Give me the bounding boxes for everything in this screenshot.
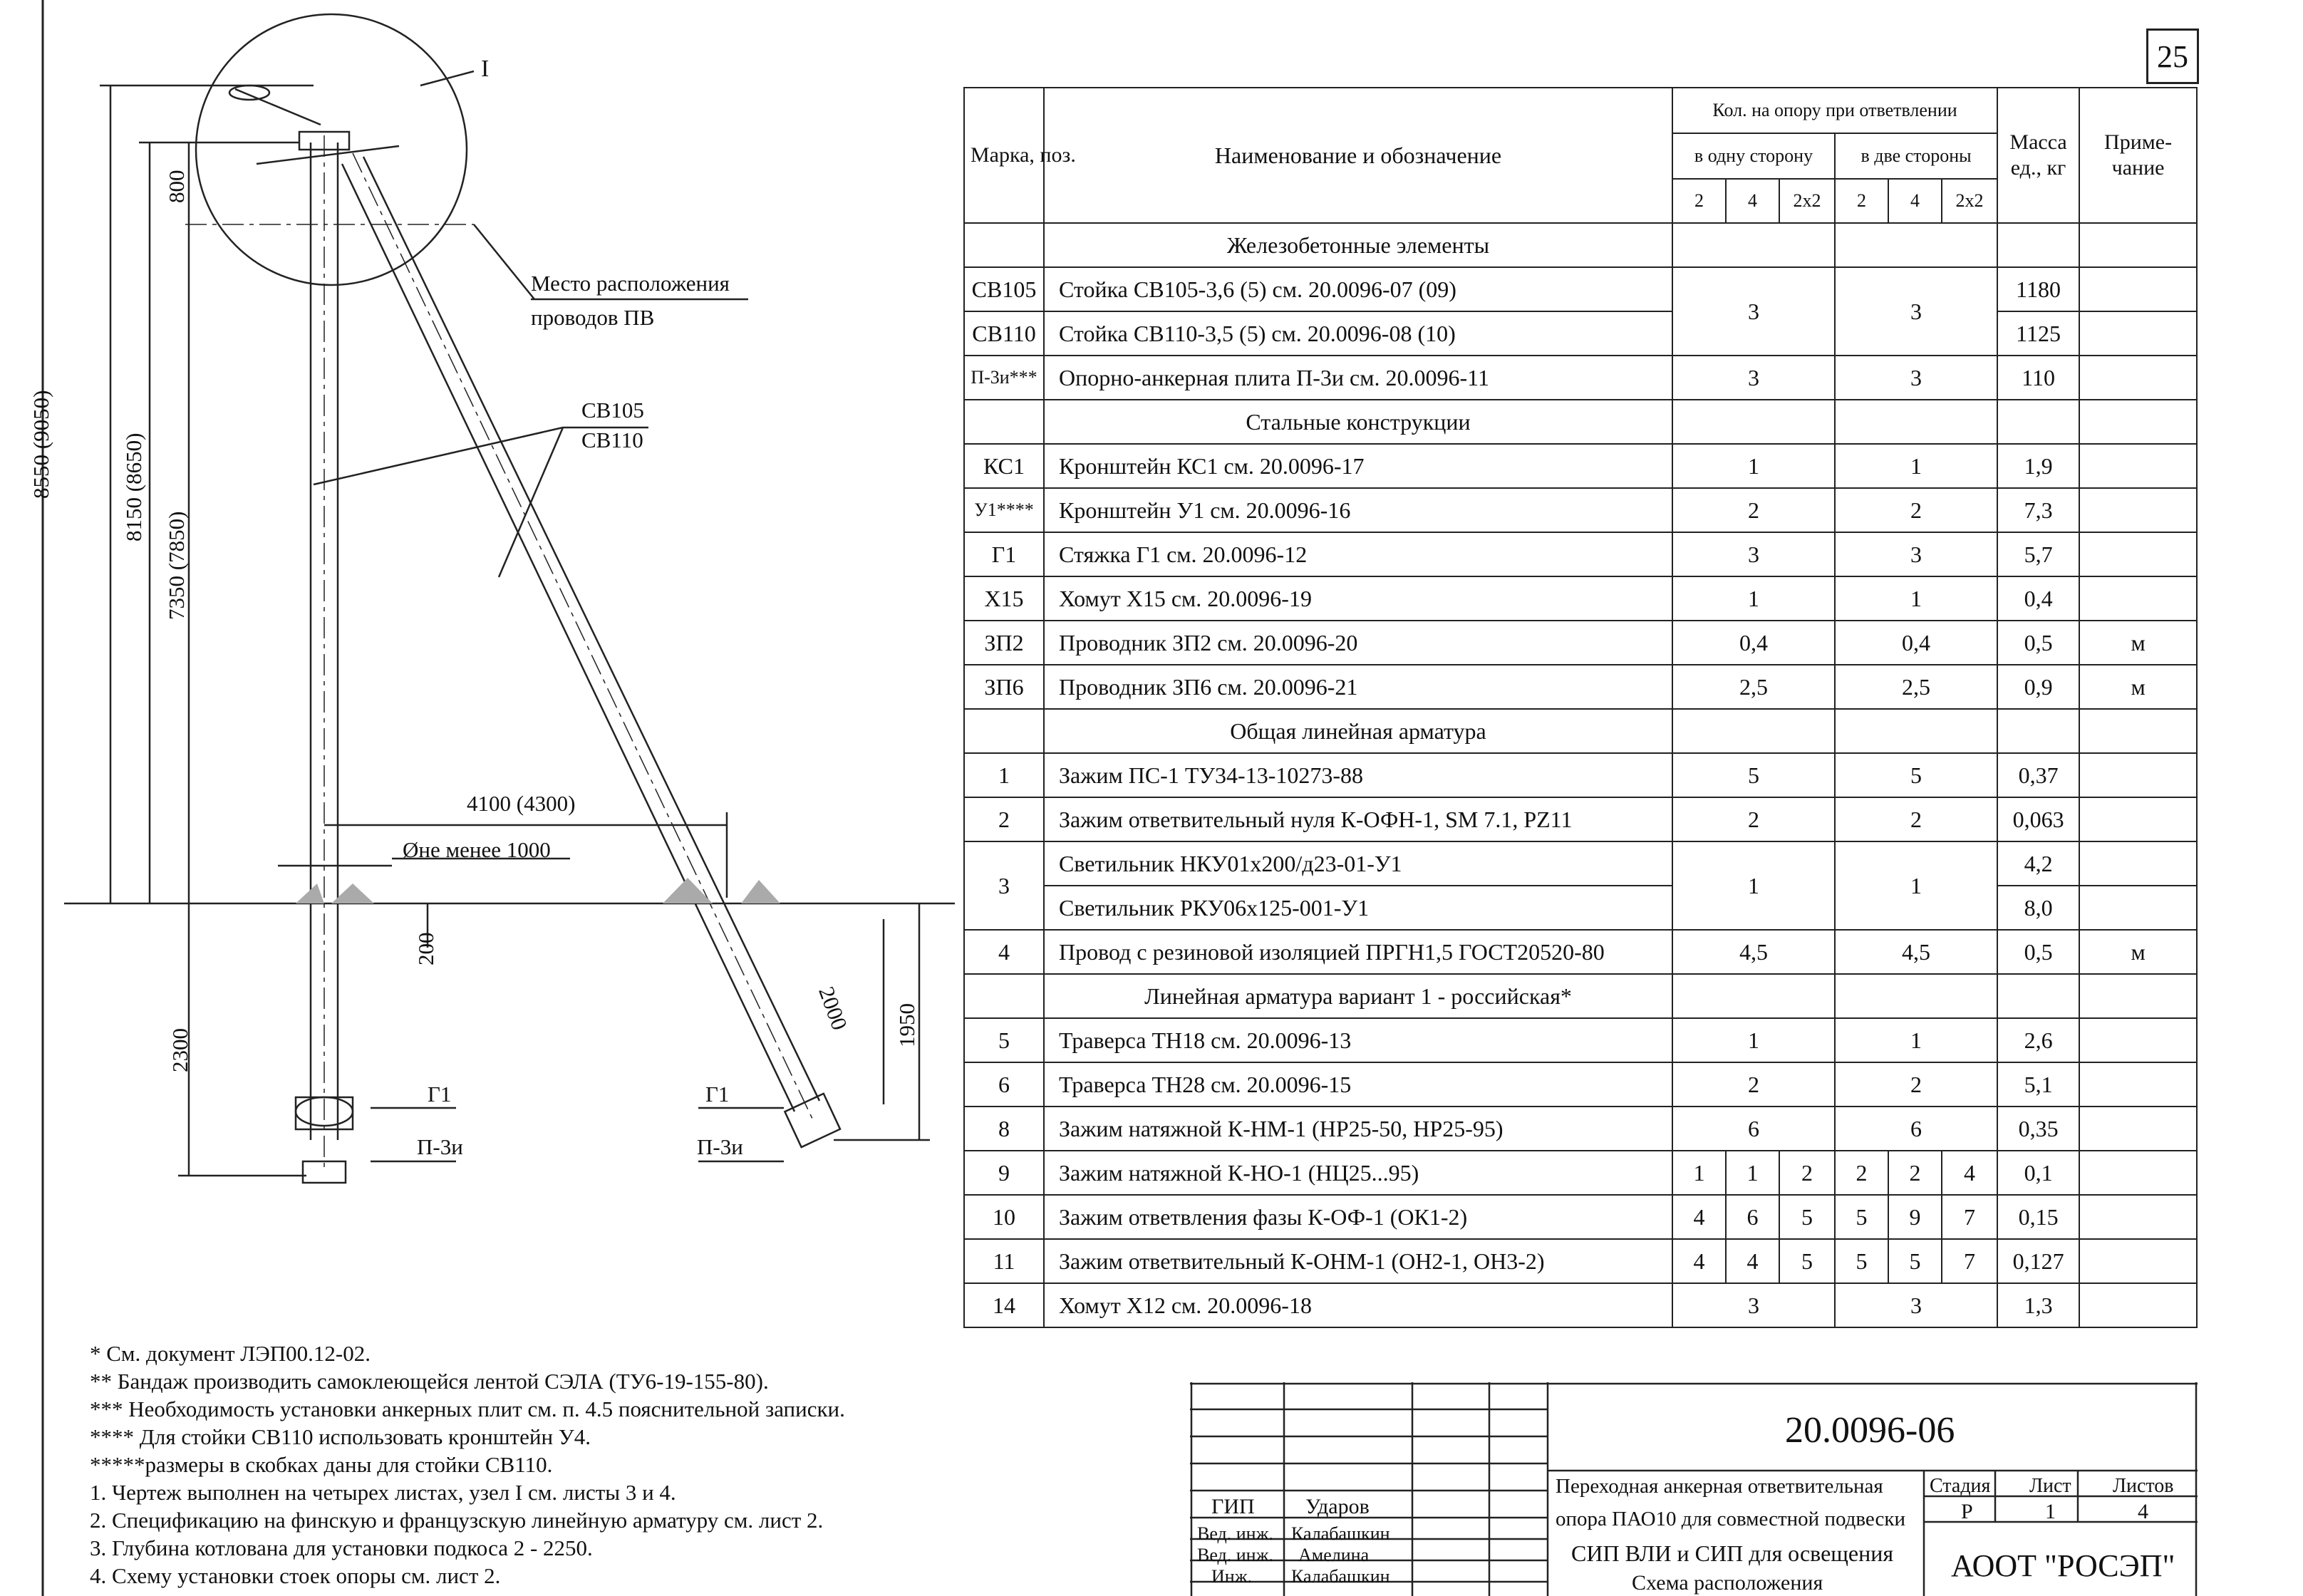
cell-mass: 1,3 <box>1997 1283 2079 1327</box>
cell-mark: 10 <box>964 1195 1044 1239</box>
cell-note <box>2079 1195 2197 1239</box>
name-udarov: Ударов <box>1305 1495 1370 1518</box>
section-row <box>964 709 2197 753</box>
cell-mass: 0,063 <box>1997 797 2079 841</box>
strut-base-block <box>785 1094 840 1147</box>
dim-1950-label: 1950 <box>894 1003 919 1047</box>
cell-mass: 1125 <box>1997 311 2079 356</box>
cell-qty-one: 1 <box>1672 444 1835 488</box>
table-row <box>964 444 2197 488</box>
cell-note: м <box>2079 665 2197 709</box>
cell-mass: 0,1 <box>1997 1151 2079 1195</box>
cell-name: Зажим натяжной К-НО-1 (НЦ25...95) <box>1044 1151 1672 1195</box>
cell-note <box>2079 1062 2197 1107</box>
table-row <box>964 1107 2197 1151</box>
pole-drawing <box>0 0 955 1240</box>
cell-mark: 14 <box>964 1283 1044 1327</box>
cell-mass: 2,6 <box>1997 1018 2079 1062</box>
cell-qty-one: 4,5 <box>1672 930 1835 974</box>
cell-note <box>2079 1239 2197 1283</box>
cell-qty: 2 <box>1835 1151 1888 1195</box>
cell-mark: КС1 <box>964 444 1044 488</box>
cell-name: Провод с резиновой изоляцией ПРГН1,5 ГОСТ20520-80 <box>1044 930 1672 974</box>
cell-qty: 4 <box>1726 1239 1779 1283</box>
table-row <box>964 356 2197 400</box>
table-row <box>964 1018 2197 1062</box>
table-row <box>964 1151 2197 1195</box>
cell-qty: 5 <box>1888 1239 1942 1283</box>
cell-qty-two: 5 <box>1835 753 1997 797</box>
cell-mark: 8 <box>964 1107 1044 1151</box>
cell-mark: 11 <box>964 1239 1044 1283</box>
cell-name: Стяжка Г1 см. 20.0096-12 <box>1044 532 1672 576</box>
table-row <box>964 665 2197 709</box>
sub-col: 2 <box>1835 179 1888 223</box>
cell-mass: 8,0 <box>1997 886 2079 930</box>
cell-note <box>2079 841 2197 886</box>
cell-mark: Х15 <box>964 576 1044 621</box>
cell-mark: 3 <box>964 841 1044 930</box>
cell-qty-one: 3 <box>1672 532 1835 576</box>
cell-qty-two: 3 <box>1835 1283 1997 1327</box>
cell-name: Проводник ЗП2 см. 20.0096-20 <box>1044 621 1672 665</box>
cell-qty-two: 2,5 <box>1835 665 1997 709</box>
section-title: Стальные конструкции <box>1044 400 1672 444</box>
dim-8550-label: 8550 (9050) <box>29 390 53 499</box>
table-row <box>964 841 2197 886</box>
note-line: *****размеры в скобках даны для стойки СВ110. <box>90 1452 553 1477</box>
cell-qty-two: 1 <box>1835 444 1997 488</box>
sv105-label: СВ105 <box>581 398 644 423</box>
cell-qty-one: 3 <box>1672 356 1835 400</box>
cell-mass: 1180 <box>1997 267 2079 311</box>
table-row <box>964 1062 2197 1107</box>
dim-8150-label: 8150 (8650) <box>121 432 146 542</box>
cell-mass: 5,7 <box>1997 532 2079 576</box>
table-row <box>964 1283 2197 1327</box>
cell-mass: 1,9 <box>1997 444 2079 488</box>
cell-mark: 5 <box>964 1018 1044 1062</box>
cell-name: Зажим ответвительный нуля К-ОФН-1, SM 7.1, PZ11 <box>1044 797 1672 841</box>
section-title: Железобетонные элементы <box>1044 223 1672 267</box>
cell-qty-two: 1 <box>1835 841 1997 930</box>
table-row <box>964 1195 2197 1239</box>
cell-mass: 0,35 <box>1997 1107 2079 1151</box>
cell-note <box>2079 1018 2197 1062</box>
ground-mound-4 <box>741 880 780 903</box>
table-row <box>964 576 2197 621</box>
table-row <box>964 930 2197 974</box>
cell-note <box>2079 576 2197 621</box>
g1-left-label: Г1 <box>428 1082 452 1107</box>
cell-mass: 0,15 <box>1997 1195 2079 1239</box>
section-row <box>964 223 2197 267</box>
cell-qty-two: 1 <box>1835 576 1997 621</box>
cell-qty-two: 3 <box>1835 267 1997 356</box>
doc-code: 20.0096-06 <box>1785 1410 1955 1451</box>
cell-qty-one: 2 <box>1672 488 1835 532</box>
table-row <box>964 311 2197 356</box>
cell-qty-two: 2 <box>1835 797 1997 841</box>
sub-col: 2 <box>1672 179 1726 223</box>
sv110-label: СВ110 <box>581 428 643 452</box>
title-desc-3: СИП ВЛИ и СИП для освещения <box>1571 1540 1894 1566</box>
cell-qty-one: 3 <box>1672 1283 1835 1327</box>
cell-mark: СВ110 <box>964 311 1044 356</box>
cell-qty: 4 <box>1942 1151 1997 1195</box>
sub-col: 4 <box>1888 179 1942 223</box>
dim-7350-label: 7350 (7850) <box>164 511 189 620</box>
node-leader <box>420 71 474 86</box>
cell-mark: 1 <box>964 753 1044 797</box>
title-desc-1: Переходная анкерная ответвительная <box>1556 1475 1883 1498</box>
cell-note <box>2079 1283 2197 1327</box>
cell-note <box>2079 444 2197 488</box>
cell-qty-one: 1 <box>1672 1018 1835 1062</box>
title-desc-2: опора ПАО10 для совместной подвески <box>1556 1508 1905 1530</box>
steel-rows <box>964 444 2197 709</box>
sub-col: 4 <box>1726 179 1779 223</box>
cell-name: Зажим ответвления фазы К-ОФ-1 (ОК1-2) <box>1044 1195 1672 1239</box>
name-kalabashkin: Калабашкин <box>1291 1523 1390 1544</box>
dim-4100-label: 4100 (4300) <box>467 791 576 816</box>
col-one-side: в одну сторону <box>1672 133 1835 179</box>
cell-mass: 0,9 <box>1997 665 2079 709</box>
cell-name: Кронштейн КС1 см. 20.0096-17 <box>1044 444 1672 488</box>
section-row <box>964 974 2197 1018</box>
cell-qty-one: 2,5 <box>1672 665 1835 709</box>
cell-note: м <box>2079 621 2197 665</box>
cell-qty: 6 <box>1726 1195 1779 1239</box>
cell-mass: 0,5 <box>1997 621 2079 665</box>
cell-mass: 0,5 <box>1997 930 2079 974</box>
cell-qty-one: 2 <box>1672 797 1835 841</box>
section-title: Линейная арматура вариант 1 - российская* <box>1044 974 1672 1018</box>
cell-qty-two: 6 <box>1835 1107 1997 1151</box>
table-row <box>964 488 2197 532</box>
cell-qty: 5 <box>1835 1239 1888 1283</box>
cell-qty-two: 1 <box>1835 1018 1997 1062</box>
cell-name: Проводник ЗП6 см. 20.0096-21 <box>1044 665 1672 709</box>
cell-note <box>2079 311 2197 356</box>
name-kalabashkin: Калабашкин <box>1291 1566 1390 1587</box>
cell-mark: СВ105 <box>964 267 1044 311</box>
cell-note <box>2079 356 2197 400</box>
cell-mass: 5,1 <box>1997 1062 2079 1107</box>
title-desc-4: Схема расположения <box>1632 1571 1823 1595</box>
role-gip: ГИП <box>1211 1495 1255 1518</box>
table-row <box>964 1239 2197 1283</box>
cell-qty-one: 5 <box>1672 753 1835 797</box>
sheet-value: 1 <box>2045 1500 2056 1523</box>
cell-qty-two: 0,4 <box>1835 621 1997 665</box>
stage-value: Р <box>1961 1500 1973 1523</box>
cell-note <box>2079 797 2197 841</box>
cell-qty: 4 <box>1672 1239 1726 1283</box>
cell-qty-one: 3 <box>1672 267 1835 356</box>
strut-axis <box>353 153 812 1119</box>
notes-block <box>90 1340 845 1590</box>
cell-mark: 6 <box>964 1062 1044 1107</box>
cell-mass: 0,127 <box>1997 1239 2079 1283</box>
sheet-number: 25 <box>2146 28 2199 84</box>
cell-name: Хомут Х15 см. 20.0096-19 <box>1044 576 1672 621</box>
cell-mark: У1**** <box>964 488 1044 532</box>
specification-table <box>963 87 2198 1328</box>
cell-note <box>2079 753 2197 797</box>
cell-name: Светильник РКУ06х125-001-У1 <box>1044 886 1672 930</box>
cell-qty: 1 <box>1726 1151 1779 1195</box>
cell-qty: 5 <box>1779 1239 1835 1283</box>
col-mass-header: Масса ед., кг <box>1997 88 2079 223</box>
insulator <box>229 86 269 100</box>
cell-qty: 5 <box>1779 1195 1835 1239</box>
name-amelina: Амелина <box>1298 1545 1370 1565</box>
cell-note <box>2079 488 2197 532</box>
cell-mass: 0,37 <box>1997 753 2079 797</box>
section-title: Общая линейная арматура <box>1044 709 1672 753</box>
cell-note <box>2079 886 2197 930</box>
sub-col: 2х2 <box>1942 179 1997 223</box>
sub-col: 2х2 <box>1779 179 1835 223</box>
role-inzh: Инж. <box>1211 1566 1253 1587</box>
dim-800-label: 800 <box>164 170 189 203</box>
cell-mark: ЗП6 <box>964 665 1044 709</box>
cell-note: м <box>2079 930 2197 974</box>
cell-qty-one: 0,4 <box>1672 621 1835 665</box>
sheets-header: Листов <box>2113 1475 2174 1497</box>
stage-header: Стадия <box>1930 1475 1991 1497</box>
cell-mark: 9 <box>964 1151 1044 1195</box>
cell-mass: 4,2 <box>1997 841 2079 886</box>
col-note-header: Приме- чание <box>2079 88 2197 223</box>
cell-qty-two: 2 <box>1835 1062 1997 1107</box>
dim-200-label: 200 <box>413 932 438 965</box>
cell-mark: 2 <box>964 797 1044 841</box>
note-line: *** Необходимость установки анкерных плит см. п. 4.5 пояснительной записки. <box>90 1396 845 1421</box>
note-line: ** Бандаж производить самоклеющейся лентой СЭЛА (ТУ6-19-155-80). <box>90 1369 769 1394</box>
role-ved-inzh: Вед. инж. <box>1197 1523 1274 1544</box>
cell-qty: 4 <box>1672 1195 1726 1239</box>
cell-name: Траверса ТН28 см. 20.0096-15 <box>1044 1062 1672 1107</box>
cell-name: Хомут Х12 см. 20.0096-18 <box>1044 1283 1672 1327</box>
p3i-left-label: П-3и <box>417 1134 463 1159</box>
p3i-right-label: П-3и <box>697 1134 743 1159</box>
table-row <box>964 621 2197 665</box>
cell-qty-two: 2 <box>1835 488 1997 532</box>
note-line: 3. Глубина котлована для установки подкоса 2 - 2250. <box>90 1535 593 1560</box>
table-row <box>964 797 2197 841</box>
cell-name: Опорно-анкерная плита П-3и см. 20.0096-11 <box>1044 356 1672 400</box>
sheets-value: 4 <box>2138 1500 2148 1523</box>
table-row <box>964 267 2197 311</box>
cell-qty-two: 4,5 <box>1835 930 1997 974</box>
node-label: I <box>481 56 490 82</box>
cell-name: Зажим ПС-1 ТУ34-13-10273-88 <box>1044 753 1672 797</box>
role-ved-inzh: Вед. инж. <box>1197 1545 1274 1565</box>
cell-mass: 110 <box>1997 356 2079 400</box>
cell-name: Кронштейн У1 см. 20.0096-16 <box>1044 488 1672 532</box>
sheet-header: Лист <box>2029 1475 2071 1497</box>
cell-name: Зажим ответвительный К-ОНМ-1 (ОН2-1, ОН3-2) <box>1044 1239 1672 1283</box>
cell-qty-one: 1 <box>1672 841 1835 930</box>
cell-qty-two: 3 <box>1835 532 1997 576</box>
cell-mark: ЗП2 <box>964 621 1044 665</box>
col-two-sides: в две стороны <box>1835 133 1997 179</box>
cell-qty: 2 <box>1888 1151 1942 1195</box>
col-name-header: Наименование и обозначение <box>1044 88 1672 223</box>
cell-note <box>2079 532 2197 576</box>
cell-qty: 5 <box>1835 1195 1888 1239</box>
note-line: 4. Схему установки стоек опоры см. лист 2. <box>90 1563 501 1588</box>
note-line: **** Для стойки СВ110 использовать кронштейн У4. <box>90 1424 591 1449</box>
cell-name: Зажим натяжной К-НМ-1 (НР25-50, НР25-95) <box>1044 1107 1672 1151</box>
linear-v1-rows <box>964 1018 2197 1327</box>
table-row <box>964 753 2197 797</box>
g1-right-label: Г1 <box>705 1082 730 1107</box>
note-line: 1. Чертеж выполнен на четырех листах, узел I см. листы 3 и 4. <box>90 1480 676 1505</box>
cell-note <box>2079 1151 2197 1195</box>
cell-mark: Г1 <box>964 532 1044 576</box>
cell-name: Траверса ТН18 см. 20.0096-13 <box>1044 1018 1672 1062</box>
cell-mark: П-3и*** <box>964 356 1044 400</box>
cell-note <box>2079 1107 2197 1151</box>
dim-2300-label: 2300 <box>167 1028 192 1072</box>
note-line: 2. Спецификацию на финскую и французскую линейную арматуру см. лист 2. <box>90 1508 824 1533</box>
cell-note <box>2079 267 2197 311</box>
col-mark-header: Марка, поз. <box>964 88 1044 223</box>
ground-mound-3 <box>663 878 713 903</box>
conductor-arm <box>235 89 321 125</box>
cell-mass: 0,4 <box>1997 576 2079 621</box>
sv-leader-1 <box>314 428 563 484</box>
cell-qty-one: 1 <box>1672 576 1835 621</box>
sv-leader-2 <box>499 428 563 577</box>
cell-mass: 7,3 <box>1997 488 2079 532</box>
cell-name: Стойка СВ105-3,6 (5) см. 20.0096-07 (09) <box>1044 267 1672 311</box>
cell-qty: 7 <box>1942 1195 1997 1239</box>
table-row <box>964 532 2197 576</box>
cell-qty: 9 <box>1888 1195 1942 1239</box>
cell-qty: 2 <box>1779 1151 1835 1195</box>
wire-leader <box>474 224 534 299</box>
cell-mark: 4 <box>964 930 1044 974</box>
cell-qty-one: 6 <box>1672 1107 1835 1151</box>
cell-qty-one: 2 <box>1672 1062 1835 1107</box>
note-line: * См. документ ЛЭП00.12-02. <box>90 1341 371 1366</box>
location-label-2: проводов ПВ <box>531 305 655 330</box>
cell-name: Светильник НКУ01х200/д23-01-У1 <box>1044 841 1672 886</box>
dim-2000-label: 2000 <box>814 983 853 1034</box>
location-label-1: Место расположения <box>531 271 730 296</box>
dim-1000-label: Øне менее 1000 <box>403 837 551 862</box>
cell-qty: 7 <box>1942 1239 1997 1283</box>
cell-qty: 1 <box>1672 1151 1726 1195</box>
organization: АООТ "РОСЭП" <box>1951 1548 2175 1583</box>
col-qty-header: Кол. на опору при ответвлении <box>1672 88 1997 133</box>
cell-name: Стойка СВ110-3,5 (5) см. 20.0096-08 (10) <box>1044 311 1672 356</box>
table-row <box>964 886 2197 930</box>
cell-qty-two: 3 <box>1835 356 1997 400</box>
section-row <box>964 400 2197 444</box>
